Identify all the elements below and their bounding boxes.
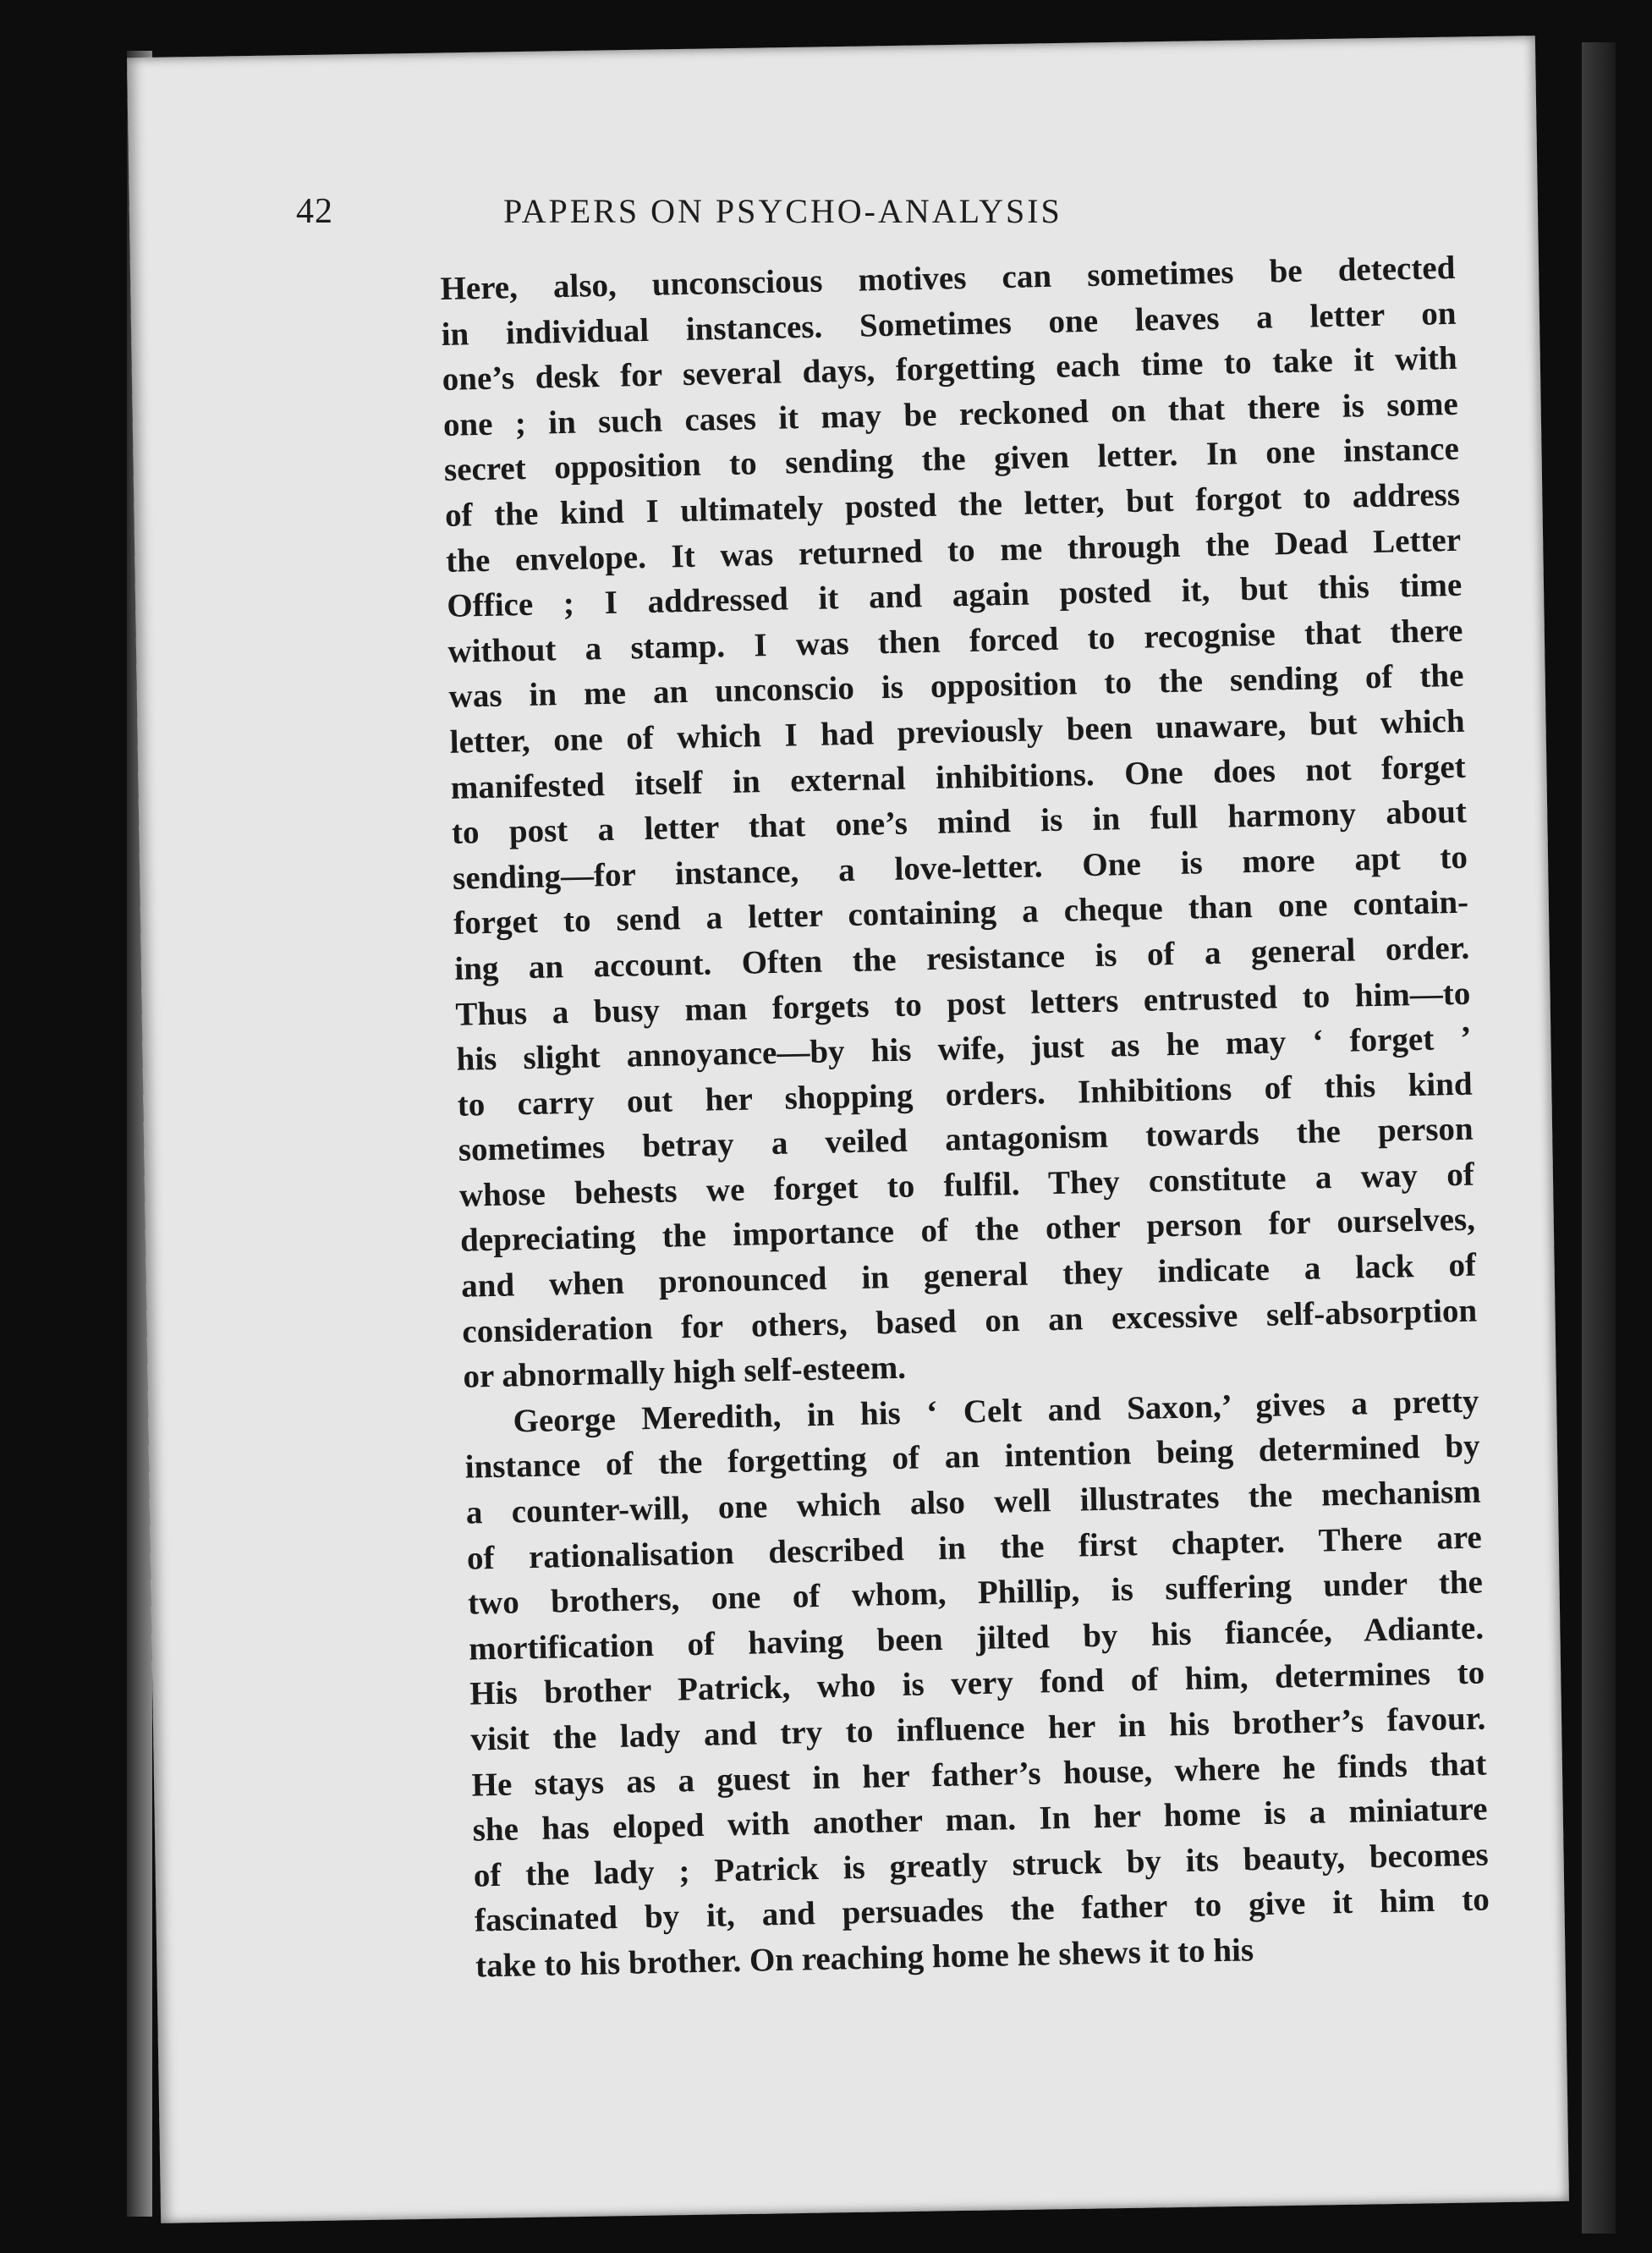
text-line: two brothers, one of whom, Phillip, is suffering under the bbox=[467, 1563, 1484, 1622]
text-line: He stays as a guest in her father’s house, where he finds that bbox=[471, 1745, 1487, 1804]
text-line: and when pronounced in general they indicate a lack of bbox=[460, 1246, 1477, 1305]
text-line: the envelope. It was returned to me through the Dead Letter bbox=[445, 521, 1462, 580]
text-line: his slight annoyance—by his wife, just as he may ‘ forget ’ bbox=[456, 1019, 1472, 1078]
text-line: instance of the forgetting of an intention being determined by bbox=[464, 1427, 1480, 1486]
text-line: depreciating the importance of the other person for ourselves, bbox=[459, 1201, 1476, 1260]
text-line: forget to send a letter containing a cheque than one contain- bbox=[453, 884, 1469, 942]
text-line: fascinated by it, and persuades the father to give it him to bbox=[474, 1881, 1490, 1939]
text-line: George Meredith, in his ‘ Celt and Saxon,’ gives a pretty bbox=[513, 1382, 1479, 1440]
text-line: letter, one of which I had previously been unaware, but which bbox=[449, 702, 1465, 761]
text-line: a counter-will, one which also well illustrates the mechanism bbox=[465, 1473, 1482, 1531]
text-line: manifested itself in external inhibitions. One does not forget bbox=[450, 748, 1467, 806]
page-header bbox=[296, 191, 1396, 242]
text-line: Office ; I addressed it and again posted it, but this time bbox=[446, 566, 1463, 625]
text-line: to post a letter that one’s mind is in full harmony about bbox=[451, 793, 1468, 851]
text-line: she has eloped with another man. In her home is a miniature bbox=[472, 1790, 1488, 1849]
page-number: 42 bbox=[296, 192, 333, 231]
text-line: whose behests we forget to fulfil. They constitute a way of bbox=[458, 1156, 1475, 1214]
book-fore-edge bbox=[1582, 42, 1616, 2234]
paragraph bbox=[464, 1378, 1490, 1989]
text-line: of the lady ; Patrick is greatly struck by its beauty, becomes bbox=[473, 1836, 1490, 1894]
body-text bbox=[440, 245, 1490, 1989]
paragraph bbox=[440, 245, 1479, 1400]
text-line: secret opposition to sending the given letter. In one instance bbox=[443, 431, 1460, 489]
text-line: or abnormally high self-esteem. bbox=[463, 1349, 907, 1395]
text-line: visit the lady and try to influence her in his brother’s favour. bbox=[470, 1700, 1486, 1758]
text-line: Here, also, unconscious motives can sometimes be detected bbox=[440, 249, 1456, 307]
text-line: to carry out her shopping orders. Inhibitions of this kind bbox=[457, 1065, 1473, 1124]
text-line: sometimes betray a veiled antagonism towards the person bbox=[458, 1110, 1474, 1169]
text-line: mortification of having been jilted by his fiancée, Adiante. bbox=[468, 1609, 1485, 1668]
text-line: His brother Patrick, who is very fond of him, determines to bbox=[469, 1654, 1485, 1713]
text-line: without a stamp. I was then forced to recognise that there bbox=[447, 612, 1463, 670]
text-line: Thus a busy man forgets to post letters entrusted to him—to bbox=[455, 975, 1471, 1033]
text-line: one ; in such cases it may be reckoned on that there is some bbox=[442, 385, 1459, 443]
text-line: ing an account. Often the resistance is of a general order. bbox=[453, 929, 1470, 987]
text-line: one’s desk for several days, forgetting each time to take it with bbox=[442, 340, 1457, 398]
text-line: in individual instances. Sometimes one leaves a letter on bbox=[441, 294, 1457, 353]
text-line: of the kind I ultimately posted the letter, but forgot to address bbox=[444, 475, 1461, 534]
text-line: of rationalisation described in the first chapter. There are bbox=[466, 1519, 1483, 1577]
text-line: sending—for instance, a love-letter. One is more apt to bbox=[452, 838, 1468, 897]
text-line: take to his brother. On reaching home he shews it to his bbox=[475, 1932, 1254, 1985]
running-title: PAPERS ON PSYCHO-ANALYSIS bbox=[503, 192, 1062, 230]
text-line: consideration for others, based on an excessive self-absorption bbox=[461, 1292, 1478, 1350]
text-line: was in me an unconscio is opposition to the sending of the bbox=[448, 657, 1464, 716]
